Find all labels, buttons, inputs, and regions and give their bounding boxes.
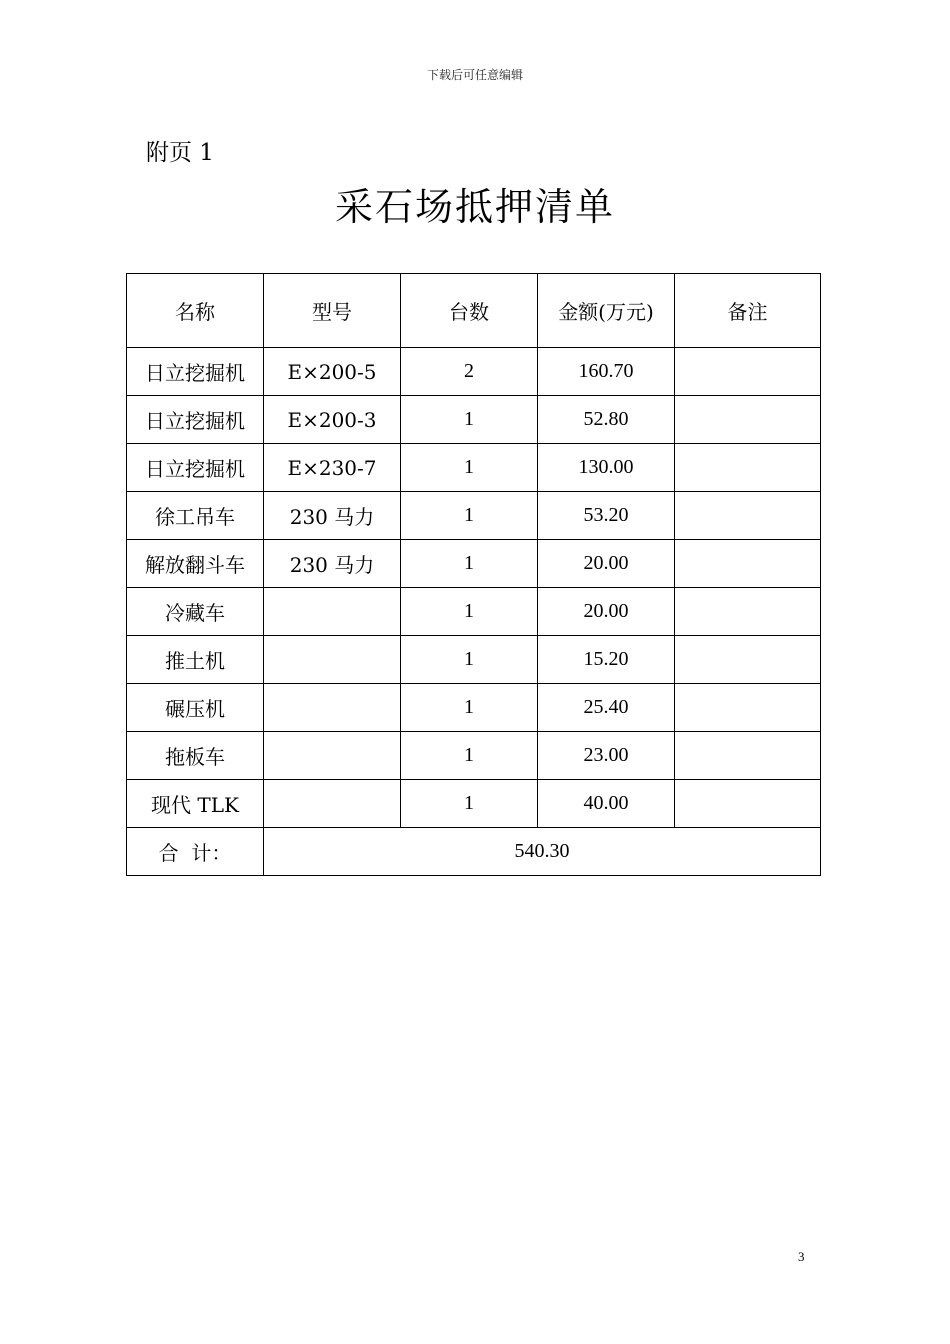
table-row [127, 780, 821, 828]
cell-count: 1 [401, 732, 538, 780]
cell-model [264, 636, 401, 684]
table-total-row [127, 828, 821, 876]
column-header-count: 台数 [401, 274, 538, 348]
cell-remark [675, 780, 821, 828]
cell-amount: 15.20 [538, 636, 675, 684]
cell-name: 徐工吊车 [127, 492, 264, 540]
table-row [127, 540, 821, 588]
cell-amount: 25.40 [538, 684, 675, 732]
table-row [127, 444, 821, 492]
cell-amount: 40.00 [538, 780, 675, 828]
cell-model: 230 马力 [264, 540, 401, 588]
collateral-table [126, 273, 821, 876]
cell-count: 1 [401, 444, 538, 492]
cell-remark [675, 636, 821, 684]
cell-remark [675, 348, 821, 396]
cell-remark [675, 444, 821, 492]
cell-remark [675, 540, 821, 588]
cell-name: 现代 TLK [127, 780, 264, 828]
header-note: 下载后可任意编辑 [426, 68, 523, 82]
appendix-label: 附页 1 [146, 140, 214, 166]
cell-name: 日立挖掘机 [127, 444, 264, 492]
cell-count: 2 [401, 348, 538, 396]
column-header-name: 名称 [127, 274, 264, 348]
cell-model: E×200-5 [264, 348, 401, 396]
cell-count: 1 [401, 636, 538, 684]
cell-model: 230 马力 [264, 492, 401, 540]
cell-name: 日立挖掘机 [127, 348, 264, 396]
table-row [127, 348, 821, 396]
cell-amount: 20.00 [538, 588, 675, 636]
cell-amount: 23.00 [538, 732, 675, 780]
table-row [127, 732, 821, 780]
table-row [127, 588, 821, 636]
cell-model [264, 588, 401, 636]
column-header-amount: 金额(万元) [538, 274, 675, 348]
cell-count: 1 [401, 492, 538, 540]
cell-remark [675, 732, 821, 780]
cell-name: 碾压机 [127, 684, 264, 732]
total-value: 540.30 [264, 828, 821, 876]
cell-amount: 130.00 [538, 444, 675, 492]
cell-model: E×230-7 [264, 444, 401, 492]
table-row [127, 396, 821, 444]
cell-amount: 53.20 [538, 492, 675, 540]
cell-remark [675, 588, 821, 636]
cell-remark [675, 684, 821, 732]
total-label: 合 计： [127, 828, 264, 876]
cell-model [264, 732, 401, 780]
cell-count: 1 [401, 780, 538, 828]
cell-name: 拖板车 [127, 732, 264, 780]
cell-remark [675, 396, 821, 444]
page-title: 采石场抵押清单 [334, 185, 615, 229]
table-row [127, 684, 821, 732]
table-header-row [127, 274, 821, 348]
cell-name: 日立挖掘机 [127, 396, 264, 444]
table-row [127, 492, 821, 540]
column-header-model: 型号 [264, 274, 401, 348]
column-header-remark: 备注 [675, 274, 821, 348]
cell-count: 1 [401, 588, 538, 636]
cell-count: 1 [401, 540, 538, 588]
cell-amount: 160.70 [538, 348, 675, 396]
cell-name: 推土机 [127, 636, 264, 684]
cell-amount: 20.00 [538, 540, 675, 588]
cell-name: 解放翻斗车 [127, 540, 264, 588]
cell-model [264, 684, 401, 732]
page-number: 3 [798, 1249, 805, 1264]
cell-count: 1 [401, 396, 538, 444]
cell-name: 冷藏车 [127, 588, 264, 636]
cell-amount: 52.80 [538, 396, 675, 444]
cell-remark [675, 492, 821, 540]
table-row [127, 636, 821, 684]
cell-model [264, 780, 401, 828]
cell-model: E×200-3 [264, 396, 401, 444]
cell-count: 1 [401, 684, 538, 732]
